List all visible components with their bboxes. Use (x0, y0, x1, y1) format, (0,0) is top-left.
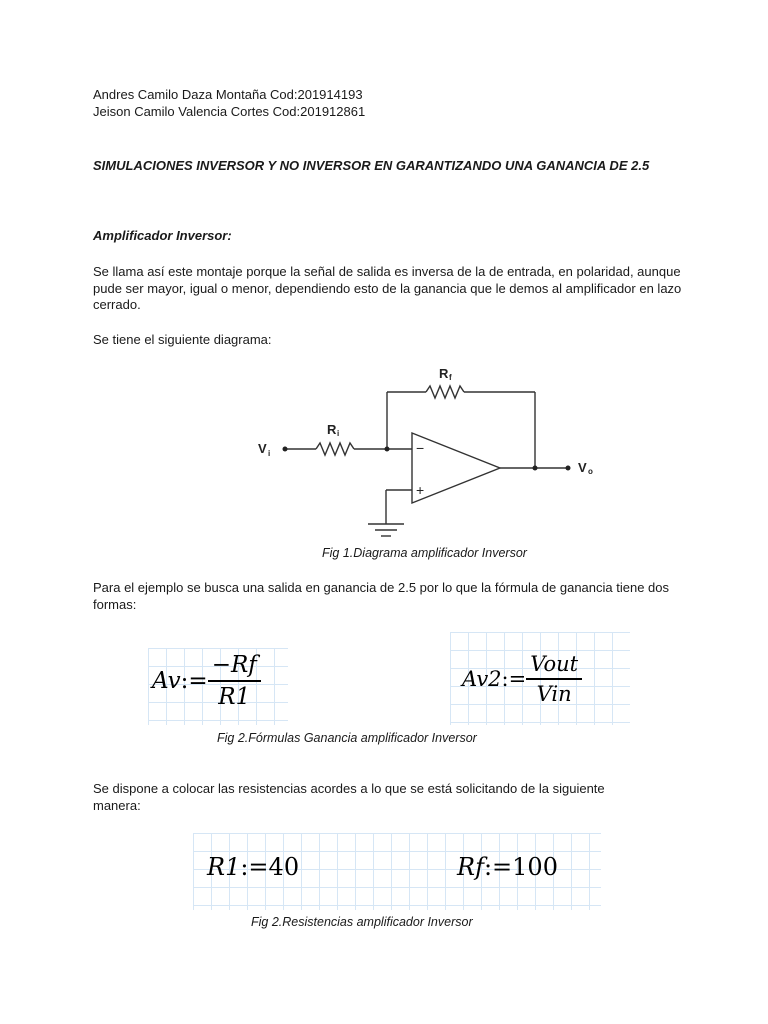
paragraph-gain-forms: Para el ejemplo se busca una salida en ganancia de 2.5 por lo que la fórmula de ganancia tiene dos formas: (93, 580, 670, 612)
figure-2-caption: Fig 2.Fórmulas Ganancia amplificador Inversor (217, 731, 477, 745)
author-line-2: Jeison Camilo Valencia Cortes Cod:201912861 (93, 104, 366, 119)
rf-value: 100 (512, 853, 558, 881)
output-junction (533, 466, 538, 471)
av-assign: := (180, 668, 208, 694)
rf-assign: := (483, 853, 513, 881)
paragraph-description: Se llama así este montaje porque la señal de salida es inversa de la de entrada, en polaridad, aunque pude ser mayor, igual o menor, dependiendo esto de la ganancia que le demos al amplificador en lazo cerrado. (93, 264, 682, 312)
ri-label: R (327, 422, 337, 437)
formula-av-panel (148, 648, 288, 725)
inverting-junction (385, 447, 390, 452)
document-title: SIMULACIONES INVERSOR Y NO INVERSOR EN GARANTIZANDO UNA GANANCIA DE 2.5 (93, 158, 650, 173)
minus-sign: − (416, 440, 425, 456)
vo-label: V (578, 460, 587, 475)
figure-1-caption: Fig 1.Diagrama amplificador Inversor (322, 546, 527, 560)
av2-assign: := (501, 667, 527, 691)
rf-lhs: Rf (457, 853, 484, 881)
section-heading: Amplificador Inversor: (93, 228, 232, 243)
rf-subscript: f (449, 373, 452, 382)
paragraph-diagram-intro: Se tiene el siguiente diagrama: (93, 332, 272, 347)
av2-denominator: Vin (536, 682, 572, 706)
inverting-amplifier-diagram (250, 360, 610, 545)
av-denominator: R1 (218, 684, 251, 710)
output-terminal (566, 466, 571, 471)
av-lhs: Av (152, 668, 181, 694)
input-terminal (283, 447, 288, 452)
plus-sign: + (416, 482, 425, 498)
rf-label: R (439, 366, 449, 381)
ri-subscript: i (337, 429, 340, 438)
vi-subscript: i (268, 449, 271, 458)
formula-av2-panel (450, 632, 630, 725)
r1-lhs: R1 (207, 853, 241, 881)
r1-value: 40 (268, 853, 300, 881)
paragraph-resistors-intro: Se dispone a colocar las resistencias acordes a lo que se está solicitando de la siguiente manera: (93, 781, 605, 813)
vo-subscript: o (588, 467, 593, 476)
av-numerator: −Rf (208, 652, 261, 682)
av2-numerator: Vout (526, 652, 582, 680)
author-line-1: Andres Camilo Daza Montaña Cod:201914193 (93, 87, 363, 102)
figure-3-caption: Fig 2.Resistencias amplificador Inversor (251, 915, 473, 929)
resistor-values-panel (193, 833, 601, 910)
av2-lhs: Av2 (462, 667, 502, 691)
r1-assign: := (240, 853, 269, 881)
vi-label: V (258, 441, 267, 456)
